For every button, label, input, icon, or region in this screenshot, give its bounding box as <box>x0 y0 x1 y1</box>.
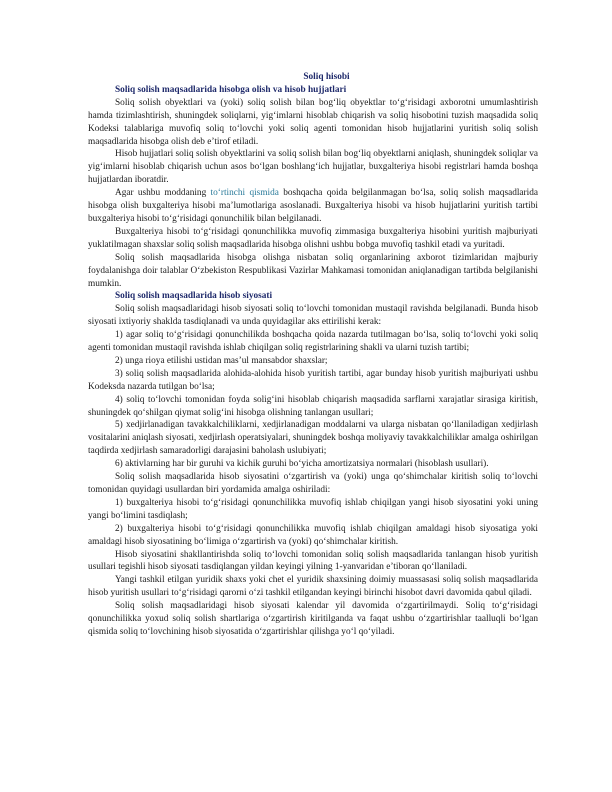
list-item: 2) buxgalteriya hisobi to‘g‘risidagi qonunchilikka muvofiq ishlab chiqilgan amaldagi hisob siyosatiga yoki amaldagi hisob siyosatining bo‘limiga o‘zgartirish va (yoki) qo‘shimchalar kiritish. <box>88 523 538 547</box>
list-item: 4) soliq to‘lovchi tomonidan foyda solig‘ini hisoblab chiqarish maqsadida sarflarni xarajatlar sirasiga kiritish, shuningdek qo‘shilgan qiymat solig‘ini hisobga olishning tanlangan usullari; <box>88 394 538 418</box>
list-item: 1) agar soliq to‘g‘risidagi qonunchilikda boshqacha qoida nazarda tutilmagan bo‘lsa, soliq to‘lovchi yoki soliq agenti tomonidan mustaqil ravishda ishlab chiqilgan soliq registrlarining shakli va ularni tuzish tartibi; <box>88 330 538 354</box>
list-item: 3) soliq solish maqsadlarida alohida-alohida hisob yuritish tartibi, agar bunday hisob yuritish majburiyati ushbu Kodeksda nazarda tutilgan bo‘lsa; <box>88 368 538 392</box>
paragraph: Soliq solish maqsadlaridagi hisob siyosati kalendar yil davomida o‘zgartirilmaydi. Soliq to‘g‘risidagi qonunchilikka yoxud soliq solish shartlariga o‘zgartirish kiritilganda va faqat ushbu o‘zgartirishlar taalluqli bo‘lgan qismida soliq to‘lovchining hisob siyosatida o‘zgartirishlar qilishga yo‘l qo‘yiladi. <box>88 601 538 637</box>
paragraph-text: boshqacha qoida belgilanmagan bo‘lsa, soliq solish maqsadlarida hisobga olish buxgalteriya hisobi ma’lumotlariga asoslanadi. Buxgalteriya hisobi va hisob hujjatlarini yuritish tartibi buxgalteriya hisobi to‘g‘risidagi qonunchilik bilan belgilanadi. <box>88 188 539 224</box>
paragraph: Hisob siyosatini shakllantirishda soliq to‘lovchi tomonidan soliq solish maqsadlarida tanlangan hisob yuritish usullari tegishli hisob siyosati tasdiqlangan yildan keyingi yilning 1-yanvaridan e’tiboran qo‘llaniladi. <box>88 549 538 573</box>
section-heading-policy: Soliq solish maqsadlarida hisob siyosati <box>115 291 273 302</box>
paragraph: Soliq solish obyektlari va (yoki) soliq solish bilan bog‘liq obyektlar to‘g‘risidagi axborotni umumlashtirish hamda tizimlashtirish, shuningdek soliqlarni, yig‘imlarni hisoblab chiqarish va soliq hisobotini tuzish maqsadida soliq Kodeksi talablariga muvofiq soliq to‘lovchi yoki soliq agenti tomonidan hisob hujjatlarini yuritish soliq solish maqsadlarida hisobga olish deb e’tirof etiladi. <box>88 97 538 147</box>
paragraph: Soliq solish maqsadlaridagi hisob siyosati soliq to‘lovchi tomonidan mustaqil ravishda belgilanadi. Bunda hisob siyosati ixtiyoriy shaklda tasdiqlanadi va unda quyidagilar aks ettirilishi kerak: <box>88 304 538 328</box>
paragraph: Soliq solish maqsadlarida hisobga olishga nisbatan soliq organlarining axborot tizimlaridan majburiy foydalanishga doir talablar O‘zbekiston Respublikasi Vazirlar Mahkamasi tomonidan aniqlanadigan tartibda belgilanishi mumkin. <box>88 252 538 289</box>
section-heading-accounting: Soliq solish maqsadlarida hisobga olish va hisob hujjatlari <box>115 84 347 95</box>
paragraph: Buxgalteriya hisobi to‘g‘risidagi qonunchilikka muvofiq zimmasiga buxgalteriya hisobini yuritish majburiyati yuklatilmagan shaxslar soliq solish maqsadlarida hisobga olishni ushbu bobga muvofiq tashkil etadi va yuritadi. <box>88 226 538 250</box>
document-title: Soliq hisobi <box>303 72 350 82</box>
list-item: 5) xedjirlanadigan tavakkalchiliklarni, xedjirlanadigan moddalarni va ularga nisbatan qo‘llaniladigan xedjirlash vositalarini aniqlash siyosati, xedjirlash operatsiyalari, shuningdek boshqa moliyaviy tavakkalchiliklar amalga oshirilgan taqdirda xedjirlash samaradorligi darajasini baholash uslubiyati; <box>88 420 538 457</box>
paragraph: Hisob hujjatlari soliq solish obyektlarini va soliq solish bilan bog‘liq obyektlarni aniqlash, shuningdek soliqlar va yig‘imlarni hisoblab chiqarish uchun asos bo‘lgan boshlang‘ich hujjatlar, buxgalteriya hisobi registrlari hamda boshqa hujjatlardan iboratdir. <box>88 149 538 186</box>
paragraph-with-link <box>88 187 538 226</box>
list-item: 1) buxgalteriya hisobi to‘g‘risidagi qonunchilikka muvofiq ishlab chiqilgan yangi hisob siyosatini yoki uning yangi bo‘limini tasdiqlash; <box>88 497 538 521</box>
list-item: 2) unga rioya etilishi ustidan mas’ul mansabdor shaxslar; <box>115 355 328 366</box>
document-page <box>88 71 538 639</box>
paragraph: Soliq solish maqsadlarida hisob siyosatini o‘zgartirish va (yoki) unga qo‘shimchalar kiritish soliq to‘lovchi tomonidan quyidagi usullardan biri yordamida amalga oshiriladi: <box>88 472 538 495</box>
article-part-link[interactable]: to‘rtinchi qismida <box>210 188 279 199</box>
paragraph-text: Agar ushbu moddaning <box>115 188 211 199</box>
paragraph: Yangi tashkil etilgan yuridik shaxs yoki chet el yuridik shaxsining doimiy muassasasi soliq solish maqsadlarida hisob yuritish usullari to‘g‘risidagi qarorni o‘zi tashkil etilgandan keyingi birinchi hisobot davri davomida qabul qiladi. <box>88 575 538 599</box>
list-item: 6) aktivlarning har bir guruhi va kichik guruhi bo‘yicha amortizatsiya normalari (hisoblash usullari). <box>115 459 489 470</box>
